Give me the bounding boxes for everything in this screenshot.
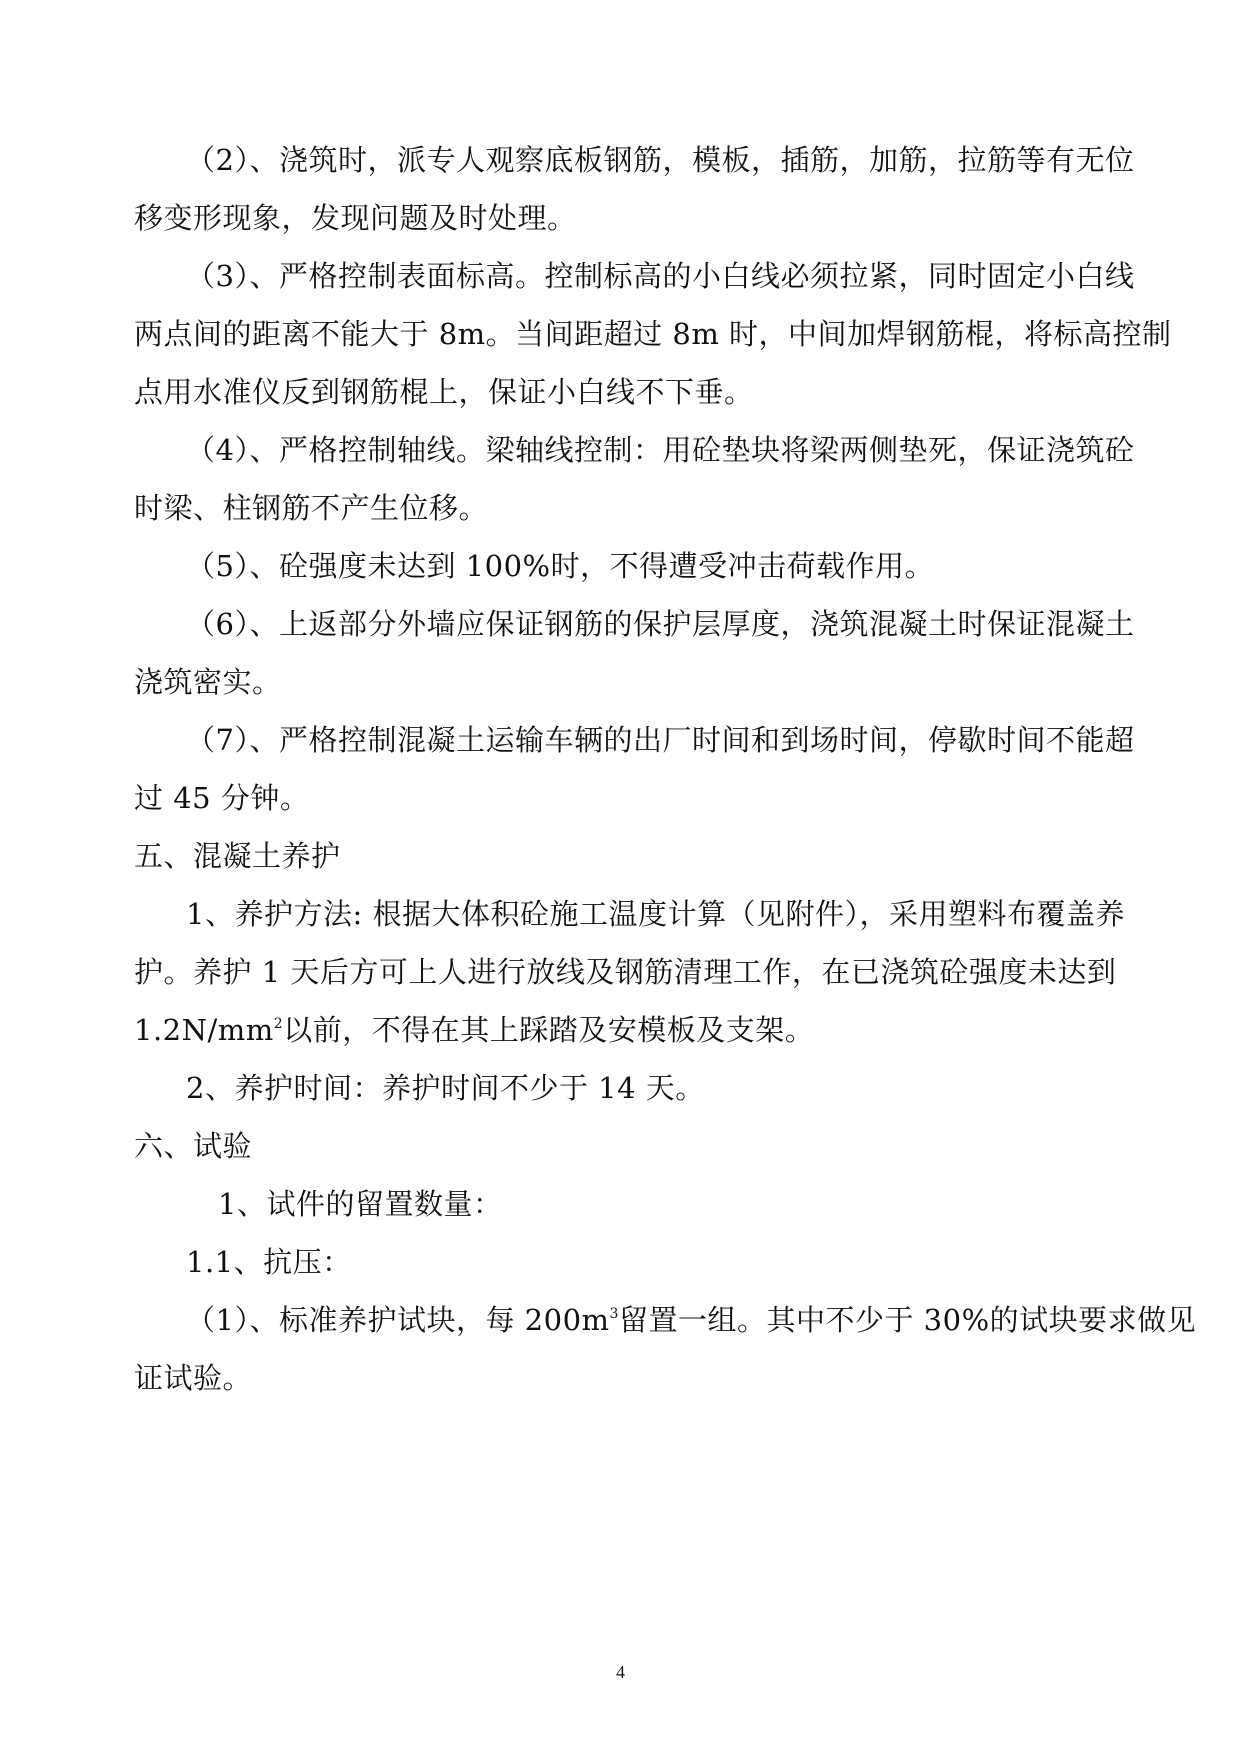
subheading: 1.1、抗压： — [186, 1245, 352, 1279]
paragraph-line: 2、养护时间：养护时间不少于 14 天。 — [186, 1071, 705, 1105]
line-text: （1）、标准养护试块，每 200m — [186, 1303, 610, 1337]
paragraph-line: 两点间的距离不能大于 8m。当间距超过 8m 时，中间加焊钢筋棍，将标高控制 — [134, 317, 1172, 351]
paragraph-line: 证试验。 — [134, 1361, 253, 1395]
section-heading: 六、试验 — [134, 1129, 253, 1163]
paragraph-line: （6）、上返部分外墙应保证钢筋的保护层厚度，浇筑混凝土时保证混凝土 — [186, 607, 1135, 641]
paragraph-line: （5）、砼强度未达到 100%时，不得遭受冲击荷载作用。 — [186, 549, 935, 583]
line-text: 留置一组。其中不少于 30%的试块要求做见 — [618, 1303, 1197, 1337]
paragraph-line: 过 45 分钟。 — [134, 781, 310, 815]
subheading: 1、试件的留置数量： — [218, 1187, 503, 1221]
paragraph-line: （7）、严格控制混凝土运输车辆的出厂时间和到场时间，停歇时间不能超 — [186, 723, 1135, 757]
paragraph-line: 护。养护 1 天后方可上人进行放线及钢筋清理工作，在已浇筑砼强度未达到 — [134, 955, 1117, 989]
superscript: 3 — [609, 1306, 619, 1322]
line-text: 以前，不得在其上踩踏及安模板及支架。 — [283, 1013, 815, 1047]
paragraph-line — [134, 1010, 814, 1050]
paragraph-line: 点用水准仪反到钢筋棍上，保证小白线不下垂。 — [134, 375, 754, 409]
page-number: 4 — [616, 1662, 625, 1682]
superscript: 2 — [273, 1016, 284, 1032]
paragraph-line: 移变形现象，发现问题及时处理。 — [134, 201, 577, 235]
paragraph-line: （4）、严格控制轴线。梁轴线控制：用砼垫块将梁两侧垫死，保证浇筑砼 — [186, 433, 1135, 467]
paragraph-line — [186, 1300, 1196, 1340]
paragraph-line: （2）、浇筑时，派专人观察底板钢筋，模板，插筋，加筋，拉筋等有无位 — [186, 143, 1135, 177]
paragraph-line: 1、养护方法: 根据大体积砼施工温度计算（见附件），采用塑料布覆盖养 — [186, 897, 1125, 931]
paragraph-line: 浇筑密实。 — [134, 665, 282, 699]
paragraph-line: （3）、严格控制表面标高。控制标高的小白线必须拉紧，同时固定小白线 — [186, 259, 1135, 293]
paragraph-line: 时梁、柱钢筋不产生位移。 — [134, 491, 489, 525]
unit-text: 1.2N/mm — [134, 1013, 274, 1047]
section-heading: 五、混凝土养护 — [134, 839, 341, 873]
